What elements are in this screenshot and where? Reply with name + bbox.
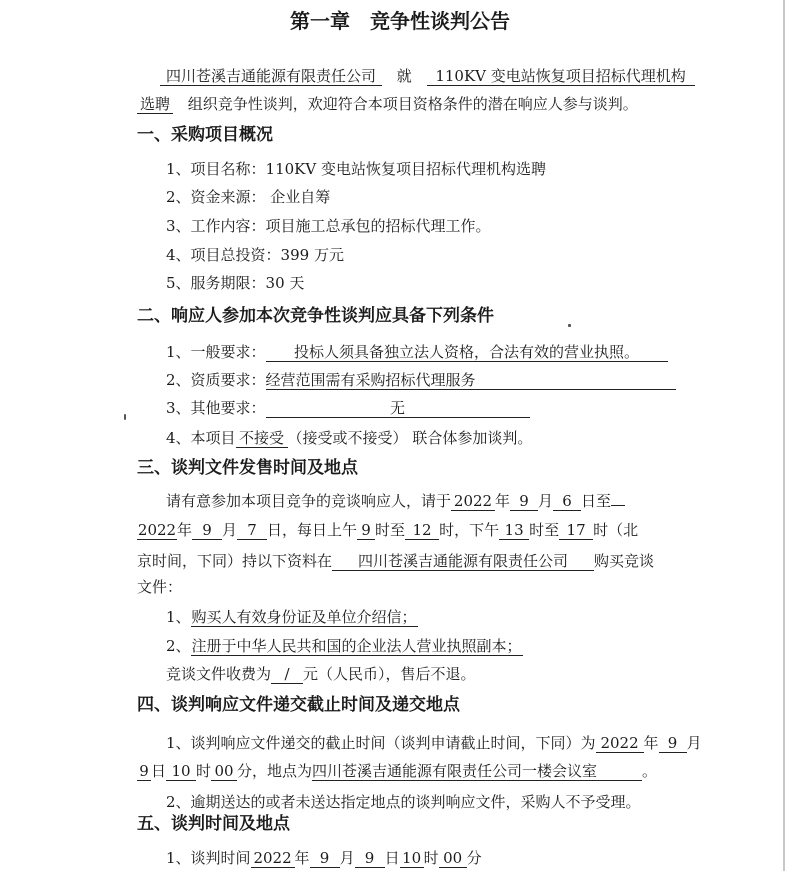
deadline-minute: 00	[211, 763, 237, 781]
consortium-value: 不接受	[236, 430, 288, 448]
s4-text: 年	[643, 734, 659, 752]
s3-text: 日，每日上午	[267, 521, 358, 539]
negotiation-year: 2022	[251, 850, 295, 868]
blank-line	[611, 505, 625, 506]
s3-text: 月	[538, 492, 554, 510]
project-name-part1: 110KV 变电站恢复项目招标代理机构	[427, 68, 695, 86]
intro-line-1	[160, 66, 695, 86]
s4-line-3: 2、逾期送达的或者未送达指定地点的谈判响应文件，采购人不予受理。	[166, 793, 641, 811]
section-1-heading: 一、采购项目概况	[137, 125, 273, 145]
start-day: 6	[553, 493, 581, 511]
s3-text: 2、	[166, 637, 191, 655]
qualification-label: 2、资质要求：	[166, 371, 266, 389]
negotiation-month: 9	[310, 850, 340, 868]
section-5-heading: 五、谈判时间及地点	[137, 814, 290, 834]
s3-fee	[166, 664, 476, 684]
s3-text: 日至	[581, 492, 612, 510]
consortium-post: （接受或不接受） 联合体参加谈判。	[287, 429, 533, 447]
pm-end: 17	[559, 522, 593, 540]
fee-value: /	[271, 666, 303, 684]
general-value: 投标人须具备独立法人资格，合法有效的营业执照。	[266, 344, 668, 362]
s5-text: 时	[423, 849, 439, 867]
s3-text: 月	[222, 521, 238, 539]
s3-text: 元（人民币），售后不退。	[303, 665, 476, 683]
section-4-heading: 四、谈判响应文件递交截止时间及递交地点	[137, 695, 460, 715]
s4-text: 时	[196, 762, 212, 780]
sale-place: 四川苍溪吉通能源有限责任公司	[332, 553, 594, 571]
scan-edge	[783, 0, 785, 871]
s1-item: 2、资金来源： 企业自筹	[166, 188, 331, 206]
s4-line-1	[166, 733, 702, 753]
qualification-value: 经营范围需有采购招标代理服务	[266, 372, 676, 390]
general-label: 1、一般要求：	[166, 343, 266, 361]
consortium-pre: 4、本项目	[166, 429, 236, 447]
scan-speck	[568, 324, 571, 327]
s1-item: 1、项目名称：110KV 变电站恢复项目招标代理机构选聘	[166, 160, 546, 178]
s3-text: 1、	[166, 608, 191, 626]
s3-text: 购买竞谈	[594, 552, 655, 570]
requirement-2-text: 注册于中华人民共和国的企业法人营业执照副本；	[191, 637, 522, 655]
other-value: 无	[266, 400, 530, 418]
s3-text: 请有意参加本项目竞争的竞谈响应人，请于	[166, 492, 452, 510]
end-year: 2022	[137, 521, 177, 539]
s3-line-1	[166, 491, 625, 511]
pm-start: 13	[499, 522, 529, 540]
other-label: 3、其他要求：	[166, 399, 266, 417]
s4-text: 1、谈判响应文件递交的截止时间（谈判申请截止时间，下同）为	[166, 734, 596, 752]
page-title: 第一章 竞争性谈判公告	[290, 9, 510, 33]
s3-text: 时（北	[593, 521, 639, 539]
s5-line-1	[166, 848, 482, 868]
s4-line-2	[137, 761, 657, 781]
s3-requirement-1	[166, 607, 418, 627]
negotiation-minute: 00	[439, 850, 467, 868]
start-month: 9	[510, 493, 538, 511]
deadline-place: 四川苍溪吉通能源有限责任公司一楼会议室	[312, 763, 642, 781]
s1-item: 4、项目总投资：399 万元	[166, 246, 344, 264]
end-month: 9	[192, 522, 222, 540]
s5-text: 月	[339, 849, 355, 867]
s1-item: 3、工作内容：项目施工总承包的招标代理工作。	[166, 217, 491, 235]
s1-item: 5、服务期限：30 天	[166, 274, 305, 292]
s3-line-3	[137, 551, 654, 571]
section-3-heading: 三、谈判文件发售时间及地点	[137, 458, 358, 478]
requirement-1-text: 购买人有效身份证及单位介绍信；	[191, 608, 417, 626]
s3-line-2	[137, 520, 638, 540]
s3-text: 年	[177, 521, 193, 539]
negotiation-hour: 10	[400, 850, 424, 868]
s3-text: 时至	[529, 521, 560, 539]
end-day: 7	[237, 522, 267, 540]
deadline-day: 9	[137, 763, 151, 781]
negotiation-day: 9	[355, 850, 385, 868]
s4-text: 分，地点为	[237, 762, 313, 780]
s4-text: 日	[151, 762, 167, 780]
s3-text: 京时间，下同）持以下资料在	[137, 552, 333, 570]
intro-word: 就	[396, 67, 412, 85]
intro-line-2	[137, 94, 638, 114]
project-name-part2: 选聘	[137, 96, 173, 114]
s4-text: 月	[686, 734, 702, 752]
s5-text: 年	[294, 849, 310, 867]
s3-text: 时至	[375, 521, 406, 539]
s3-requirement-2	[166, 636, 523, 656]
s3-text: 年	[495, 492, 511, 510]
am-start: 9	[357, 522, 375, 540]
intro-rest: 组织竞争性谈判，欢迎符合本项目资格条件的潜在响应人参与谈判。	[187, 95, 638, 113]
am-end: 12	[405, 522, 439, 540]
s2-other-requirement	[166, 398, 530, 418]
s4-text: 。	[642, 762, 658, 780]
s2-consortium	[166, 428, 532, 448]
s3-line-4: 文件：	[137, 578, 183, 596]
deadline-year: 2022	[596, 735, 644, 753]
s3-text: 时，下午	[439, 521, 500, 539]
s2-general-requirement	[166, 342, 668, 362]
s5-text: 日	[384, 849, 400, 867]
s2-qualification-requirement	[166, 370, 676, 390]
scan-speck	[124, 414, 126, 420]
deadline-month: 9	[659, 735, 687, 753]
section-2-heading: 二、响应人参加本次竞争性谈判应具备下列条件	[137, 306, 494, 326]
start-year: 2022	[451, 493, 495, 511]
s5-text: 1、谈判时间	[166, 849, 251, 867]
purchaser-name: 四川苍溪吉通能源有限责任公司	[160, 68, 382, 86]
s3-text: 竞谈文件收费为	[166, 665, 272, 683]
s5-text: 分	[466, 849, 482, 867]
deadline-hour: 10	[166, 763, 196, 781]
